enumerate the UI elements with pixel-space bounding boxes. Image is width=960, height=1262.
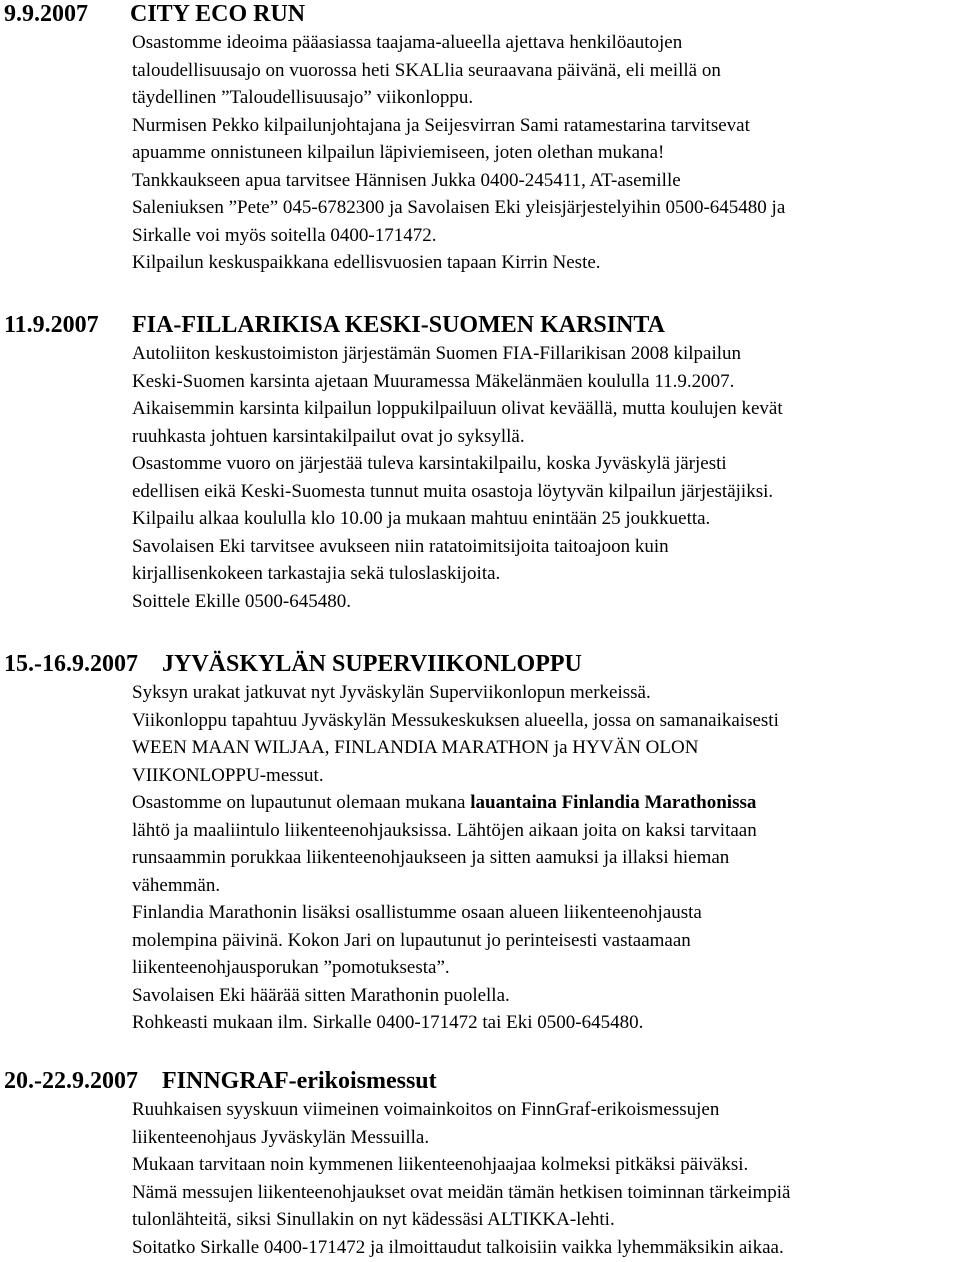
event-body — [132, 679, 958, 1037]
body-line: Osastomme ideoima pääasiassa taajama-alueella ajettava henkilöautojen — [132, 32, 683, 53]
event-title: FIA-FILLARIKISA KESKI-SUOMEN KARSINTA — [132, 312, 665, 338]
body-line: Osastomme vuoro on järjestää tuleva karsintakilpailu, koska Jyväskylä järjesti — [132, 453, 727, 474]
body-line: Savolaisen Eki tarvitsee avukseen niin ratatoimitsijoita taitoajoon kuin — [132, 535, 669, 557]
event-heading — [4, 1067, 437, 1095]
body-line: Rohkeasti mukaan ilm. Sirkalle 0400-171472 tai Eki 0500-645480. — [132, 1012, 644, 1033]
body-line: WEEN MAAN WILJAA, FINLANDIA MARATHON ja HYVÄN OLON — [132, 737, 699, 758]
body-line: Kilpailu alkaa koululla klo 10.00 ja mukaan mahtuu enintään 25 joukkuetta. — [132, 508, 711, 529]
body-line: Soittele Ekille 0500-645480. — [132, 590, 352, 612]
body-line: täydellinen ”Taloudellisuusajo” viikonloppu. — [132, 87, 474, 108]
body-line: Tankkaukseen apua tarvitsee Hännisen Jukka 0400-245411, AT-asemille — [132, 169, 681, 191]
event-heading — [4, 0, 306, 28]
event-heading — [4, 311, 665, 339]
body-line: Sirkalle voi myös soitella 0400-171472. — [132, 224, 437, 246]
body-line: Finlandia Marathonin lisäksi osallistumme osaan alueen liikenteenohjausta — [132, 902, 702, 923]
body-line: Viikonloppu tapahtuu Jyväskylän Messukeskuksen alueella, jossa on samanaikaisesti — [132, 709, 779, 731]
body-line: taloudellisuusajo on vuorossa heti SKALlia seuraavana päivänä, eli meillä on — [132, 59, 721, 81]
event-date: 20.-22.9.2007 — [4, 1068, 138, 1094]
body-line: Autoliiton keskustoimiston järjestämän Suomen FIA-Fillarikisan 2008 kilpailun — [132, 343, 742, 364]
body-line: Kilpailun keskuspaikkana edellisvuosien tapaan Kirrin Neste. — [132, 252, 601, 273]
event-body — [132, 29, 958, 277]
body-line: ruuhkasta johtuen karsintakilpailut ovat jo syksyllä. — [132, 425, 525, 447]
body-line-with-bold — [132, 789, 958, 817]
body-line: VIIKONLOPPU-messut. — [132, 764, 324, 786]
body-line: Keski-Suomen karsinta ajetaan Muuramessa Mäkelänmäen koululla 11.9.2007. — [132, 370, 735, 392]
body-line: Savolaisen Eki häärää sitten Marathonin puolella. — [132, 984, 510, 1006]
body-line: apuamme onnistuneen kilpailun läpiviemiseen, joten olethan mukana! — [132, 142, 665, 163]
body-line: Nurmisen Pekko kilpailunjohtajana ja Seijesvirran Sami ratamestarina tarvitsevat — [132, 114, 750, 136]
bold-phrase: lauantaina Finlandia Marathonissa — [470, 792, 757, 813]
event-heading — [4, 650, 582, 678]
body-line: tulonlähteitä, siksi Sinullakin on nyt kädessäsi ALTIKKA-lehti. — [132, 1209, 615, 1230]
event-date: 11.9.2007 — [4, 312, 99, 338]
event-title: FINNGRAF-erikoismessut — [162, 1068, 437, 1094]
body-line: molempina päivinä. Kokon Jari on lupautunut jo perinteisesti vastaamaan — [132, 929, 691, 951]
body-line: Saleniuksen ”Pete” 045-6782300 ja Savolaisen Eki yleisjärjestelyihin 0500-645480 ja — [132, 197, 786, 218]
event-title: JYVÄSKYLÄN SUPERVIIKONLOPPU — [162, 651, 582, 677]
body-line: Soitatko Sirkalle 0400-171472 ja ilmoittaudut talkoisiin vaikka lyhemmäksikin aikaa. — [132, 1236, 784, 1258]
body-line: Syksyn urakat jatkuvat nyt Jyväskylän Superviikonlopun merkeissä. — [132, 682, 651, 703]
body-line: runsaammin porukkaa liikenteenohjaukseen ja sitten aamuksi ja illaksi hieman — [132, 847, 730, 868]
event-body — [132, 1096, 958, 1261]
body-line: liikenteenohjaus Jyväskylän Messuilla. — [132, 1126, 430, 1148]
event-body — [132, 340, 958, 615]
body-line: Aikaisemmin karsinta kilpailun loppukilpailuun olivat keväällä, mutta koulujen kevät — [132, 398, 783, 419]
event-date: 9.9.2007 — [4, 1, 88, 27]
event-title: CITY ECO RUN — [130, 1, 306, 27]
body-line: Ruuhkaisen syyskuun viimeinen voimainkoitos on FinnGraf-erikoismessujen — [132, 1099, 720, 1120]
event-date: 15.-16.9.2007 — [4, 651, 138, 677]
body-line: kirjallisenkokeen tarkastajia sekä tuloslaskijoita. — [132, 563, 501, 584]
body-line: Mukaan tarvitaan noin kymmenen liikenteenohjaajaa kolmeksi pitkäksi päiväksi. — [132, 1154, 749, 1175]
body-line-start: Osastomme on lupautunut olemaan mukana — [132, 792, 471, 813]
body-line: lähtö ja maaliintulo liikenteenohjauksissa. Lähtöjen aikaan joita on kaksi tarvitaan — [132, 819, 757, 841]
body-line: liikenteenohjausporukan ”pomotuksesta”. — [132, 957, 450, 978]
body-line: edellisen eikä Keski-Suomesta tunnut muita osastoja löytyvän kilpailun järjestäjiksi. — [132, 480, 774, 502]
body-line: vähemmän. — [132, 874, 221, 896]
body-line: Nämä messujen liikenteenohjaukset ovat meidän tämän hetkisen toiminnan tärkeimpiä — [132, 1181, 791, 1203]
